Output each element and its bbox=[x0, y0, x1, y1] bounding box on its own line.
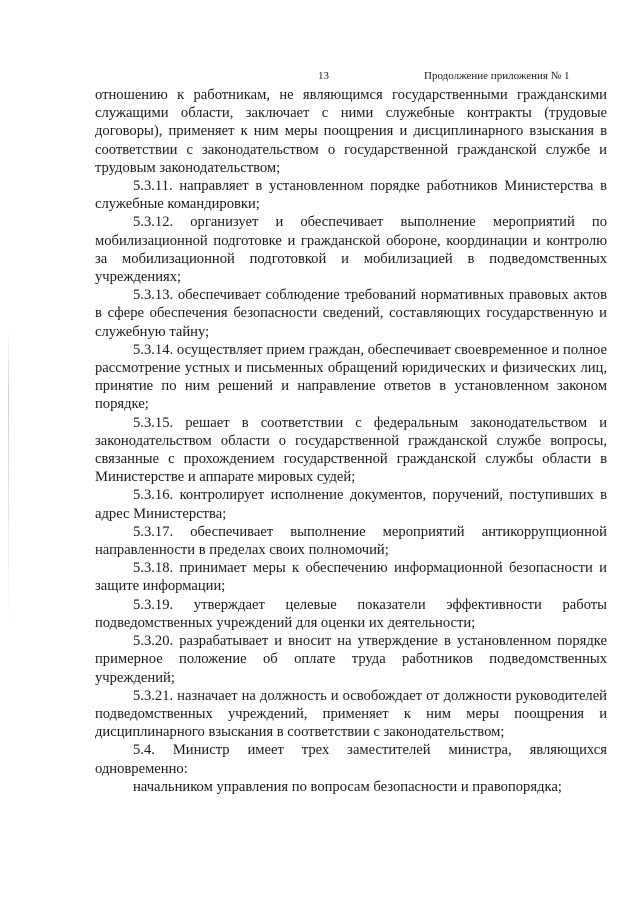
paragraph-continued: отношению к работникам, не являющимся государственными гражданскими служащими области, заключает с ними служебные контракты (трудовые договоры), применяет к ним меры поощрения и дисциплинарного взыскания в соответствии с законодательством о государственной гражданской службе и трудовым законодательством; bbox=[95, 87, 607, 176]
scan-edge-artifact bbox=[8, 330, 9, 630]
paragraph-5-3-18: 5.3.18. принимает меры к обеспечению информационной безопасности и защите информации; bbox=[95, 560, 607, 595]
paragraph-5-3-15: 5.3.15. решает в соответствии с федеральным законодательством и законодательством области о государственной гражданской службе вопросы, связанные с прохождением государственной гражданской службы области в Министерстве и аппарате мировых судей; bbox=[95, 414, 607, 486]
paragraph-5-3-13: 5.3.13. обеспечивает соблюдение требований нормативных правовых актов в сфере обеспечения безопасности сведений, составляющих государственную и служебную тайну; bbox=[95, 287, 607, 340]
paragraph-5-3-21: 5.3.21. назначает на должность и освобождает от должности руководителей подведомственных учреждений, применяет к ним меры поощрения и дисциплинарного взыскания в соответствии с законодательством; bbox=[95, 687, 607, 741]
paragraph-deputy-role: начальником управления по вопросам безопасности и правопорядка; bbox=[133, 778, 562, 795]
paragraph-5-4: 5.4. Министр имеет трех заместителей министра, являющихся одновременно: bbox=[95, 742, 607, 777]
paragraph-5-3-19: 5.3.19. утверждает целевые показатели эффективности работы подведомственных учреждений для оценки их деятельности; bbox=[95, 596, 607, 631]
paragraph-5-3-11: 5.3.11. направляет в установленном порядке работников Министерства в служебные командировки; bbox=[95, 178, 607, 213]
paragraph-5-3-17: 5.3.17. обеспечивает выполнение мероприятий антикоррупционной направленности в пределах своих полномочий; bbox=[95, 523, 607, 559]
paragraph-5-3-16: 5.3.16. контролирует исполнение документов, поручений, поступивших в адрес Министерства; bbox=[95, 487, 607, 522]
appendix-continuation-label: Продолжение приложения № 1 bbox=[424, 70, 570, 82]
document-body bbox=[95, 86, 607, 796]
paragraph-5-3-14: 5.3.14. осуществляет прием граждан, обеспечивает своевременное и полное рассмотрение устных и письменных обращений юридических и физических лиц, принятие по ним решений и направление ответов в установленном законом порядке; bbox=[95, 341, 607, 413]
paragraph-5-3-20: 5.3.20. разрабатывает и вносит на утверждение в установленном порядке примерное положение об оплате труда работников подведомственных учреждений; bbox=[95, 633, 607, 686]
page-number: 13 bbox=[318, 70, 329, 82]
page-header bbox=[0, 70, 640, 86]
paragraph-5-3-12: 5.3.12. организует и обеспечивает выполнение мероприятий по мобилизационной подготовке и гражданской обороне, координации и контролю за мобилизационной подготовкой и мобилизацией в подведомственных учреждениях; bbox=[95, 214, 607, 286]
